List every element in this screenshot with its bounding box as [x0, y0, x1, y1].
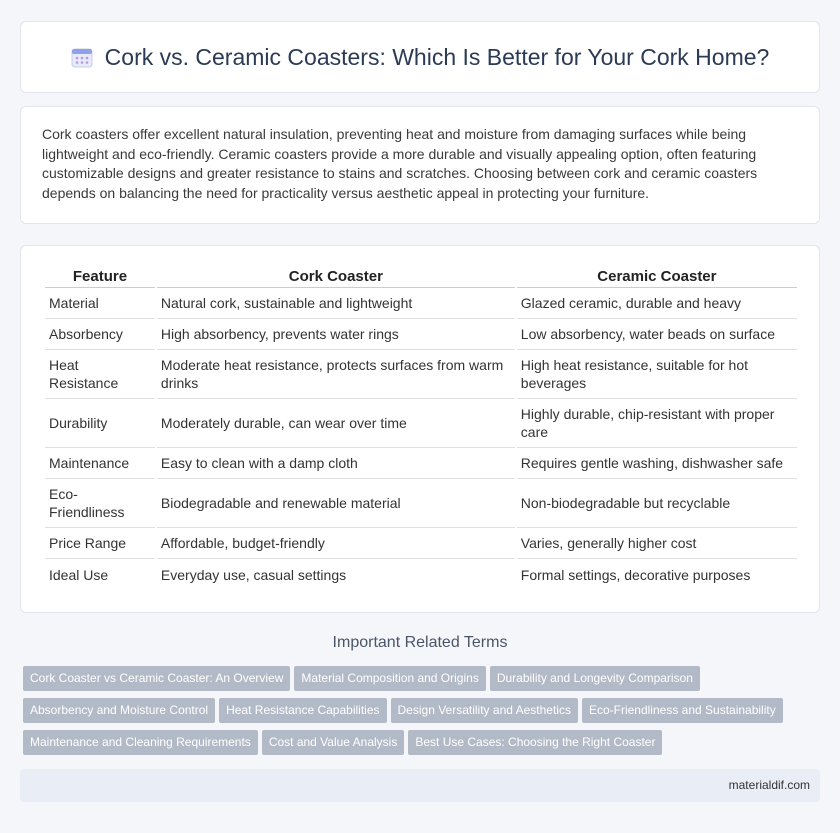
title-card — [20, 21, 820, 93]
cork-cell: Moderately durable, can wear over time — [157, 399, 515, 448]
ceramic-cell: Highly durable, chip-resistant with proper care — [517, 399, 797, 448]
cork-cell: Easy to clean with a damp cloth — [157, 448, 515, 479]
ceramic-cell: Varies, generally higher cost — [517, 528, 797, 559]
related-terms-tags — [23, 666, 823, 762]
ceramic-cell: Glazed ceramic, durable and heavy — [517, 288, 797, 319]
cork-cell: Natural cork, sustainable and lightweight — [157, 288, 515, 319]
related-term-tag[interactable]: Absorbency and Moisture Control — [23, 698, 215, 723]
comparison-table — [43, 266, 799, 590]
feature-cell: Maintenance — [45, 448, 155, 479]
header-ceramic: Ceramic Coaster — [517, 266, 797, 288]
page-title: Cork vs. Ceramic Coasters: Which Is Better for Your Cork Home? — [104, 43, 770, 70]
cork-cell: Affordable, budget-friendly — [157, 528, 515, 559]
feature-cell: Price Range — [45, 528, 155, 559]
feature-cell: Heat Resistance — [45, 350, 155, 399]
feature-cell: Eco-Friendliness — [45, 479, 155, 528]
feature-cell: Ideal Use — [49, 566, 109, 583]
cork-cell: High absorbency, prevents water rings — [157, 319, 515, 350]
ceramic-cell: High heat resistance, suitable for hot beverages — [517, 350, 797, 399]
table-row — [45, 559, 797, 590]
ceramic-cell: Low absorbency, water beads on surface — [517, 319, 797, 350]
intro-text: Cork coasters offer excellent natural insulation, preventing heat and moisture from damaging surfaces while being lightweight and eco-friendly. Ceramic coasters provide a more durable and visually appealing option, often featuring customizable designs and greater resistance to stains and scratches. Choosing between cork and ceramic coasters depends on balancing the need for practicality versus aesthetic appeal in protecting your furniture. — [42, 126, 758, 201]
intro-card — [20, 106, 820, 224]
related-term-tag[interactable]: Durability and Longevity Comparison — [490, 666, 700, 691]
feature-cell: Absorbency — [45, 319, 155, 350]
cork-cell: Everyday use, casual settings — [160, 566, 347, 583]
table-row — [45, 350, 797, 399]
table-row — [45, 528, 797, 559]
header-feature: Feature — [45, 266, 155, 288]
comparison-table-card — [20, 245, 820, 613]
table-row — [45, 399, 797, 448]
related-term-tag[interactable]: Cost and Value Analysis — [262, 730, 405, 755]
related-term-tag[interactable]: Eco-Friendliness and Sustainability — [582, 698, 783, 723]
feature-cell: Durability — [45, 399, 155, 448]
calendar-icon — [71, 46, 93, 68]
cork-cell: Moderate heat resistance, protects surfaces from warm drinks — [157, 350, 515, 399]
related-terms-title: Important Related Terms — [332, 634, 508, 651]
related-term-tag[interactable]: Design Versatility and Aesthetics — [391, 698, 578, 723]
footer-site[interactable]: materialdif.com — [728, 778, 810, 792]
related-term-tag[interactable]: Cork Coaster vs Ceramic Coaster: An Overview — [23, 666, 290, 691]
table-row — [45, 288, 797, 319]
ceramic-cell: Formal settings, decorative purposes — [520, 566, 751, 583]
cork-cell: Biodegradable and renewable material — [157, 479, 515, 528]
feature-cell: Material — [45, 288, 155, 319]
footer — [20, 769, 820, 802]
related-term-tag[interactable]: Heat Resistance Capabilities — [219, 698, 386, 723]
related-term-tag[interactable]: Best Use Cases: Choosing the Right Coaster — [408, 730, 662, 755]
table-header-row — [45, 266, 797, 288]
table-row — [45, 448, 797, 479]
ceramic-cell: Requires gentle washing, dishwasher safe — [517, 448, 797, 479]
table-row — [45, 479, 797, 528]
table-row — [45, 319, 797, 350]
related-term-tag[interactable]: Maintenance and Cleaning Requirements — [23, 730, 258, 755]
header-cork: Cork Coaster — [157, 266, 515, 288]
ceramic-cell: Non-biodegradable but recyclable — [517, 479, 797, 528]
related-term-tag[interactable]: Material Composition and Origins — [294, 666, 485, 691]
